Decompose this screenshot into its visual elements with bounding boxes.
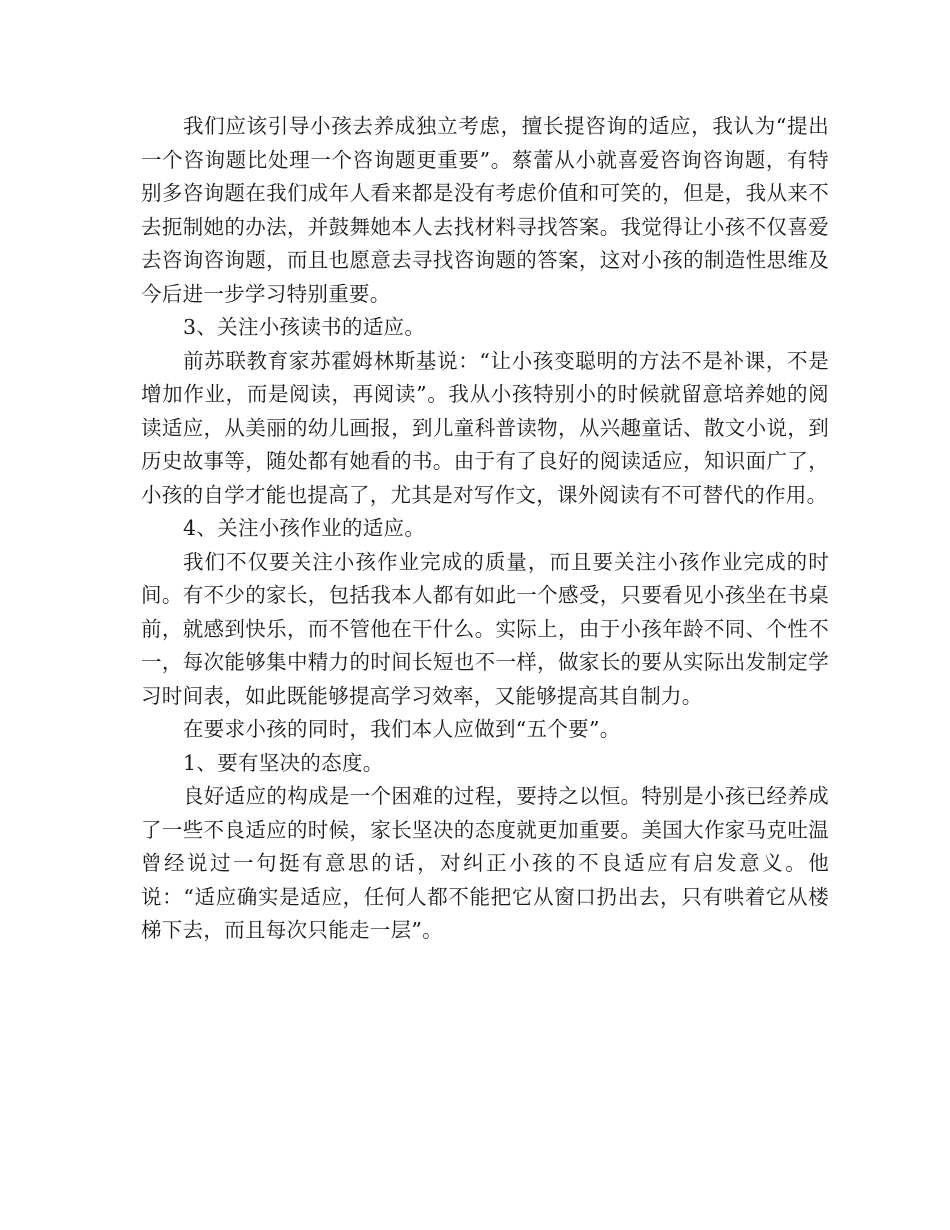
paragraph-reading-habit: 前苏联教育家苏霍姆林斯基说：“让小孩变聪明的方法不是补课，不是增加作业，而是阅读，再阅读”。我从小孩特别小的时候就留意培养她的阅读适应，从美丽的幼儿画报，到儿童科普读物，从兴趣童话、散文小说，到历史故事等，随处都有她看的书。由于有了良好的阅读适应，知识面广了，小孩的自学才能也提高了，尤其是对写作文，课外阅读有不可替代的作用。 — [141, 348, 829, 507]
heading-reading-habit: 3、关注小孩读书的适应。 — [183, 315, 426, 339]
paragraph-homework-habit: 我们不仅要关注小孩作业完成的质量，而且要关注小孩作业完成的时间。有不少的家长，包括我本人都有如此一个感受，只要看见小孩坐在书桌前，就感到快乐，而不管他在干什么。实际上，由于小孩年龄不同、个性不一，每次能够集中精力的时间长短也不一样，做家长的要从实际出发制定学习时间表，如此既能够提高学习效率，又能够提高其自制力。 — [141, 549, 829, 708]
heading-homework-habit: 4、关注小孩作业的适应。 — [183, 516, 426, 540]
paragraph-five-musts-intro: 在要求小孩的同时，我们本人应做到“五个要”。 — [183, 717, 621, 741]
paragraph-firm-attitude: 良好适应的构成是一个困难的过程，要持之以恒。特别是小孩已经养成了一些不良适应的时候，家长坚决的态度就更加重要。美国大作家马克吐温曾经说过一句挺有意思的话，对纠正小孩的不良适应有启发意义。他说：“适应确实是适应，任何人都不能把它从窗口扔出去，只有哄着它从楼梯下去，而且每次只能走一层”。 — [141, 784, 829, 942]
heading-firm-attitude: 1、要有坚决的态度。 — [183, 750, 384, 775]
paragraph-independent-thinking: 我们应该引导小孩去养成独立考虑，擅长提咨询的适应，我认为“提出一个咨询题比处理一个咨询题更重要”。蔡蕾从小就喜爱咨询咨询题，有特别多咨询题在我们成年人看来都是没有考虑价值和可笑的，但是，我从来不去扼制她的办法，并鼓舞她本人去找材料寻找答案。我觉得让小孩不仅喜爱去咨询咨询题，而且也愿意去寻找咨询题的答案，这对小孩的制造性思维及今后进一步学习特别重要。 — [141, 114, 829, 306]
document-page — [141, 110, 829, 948]
